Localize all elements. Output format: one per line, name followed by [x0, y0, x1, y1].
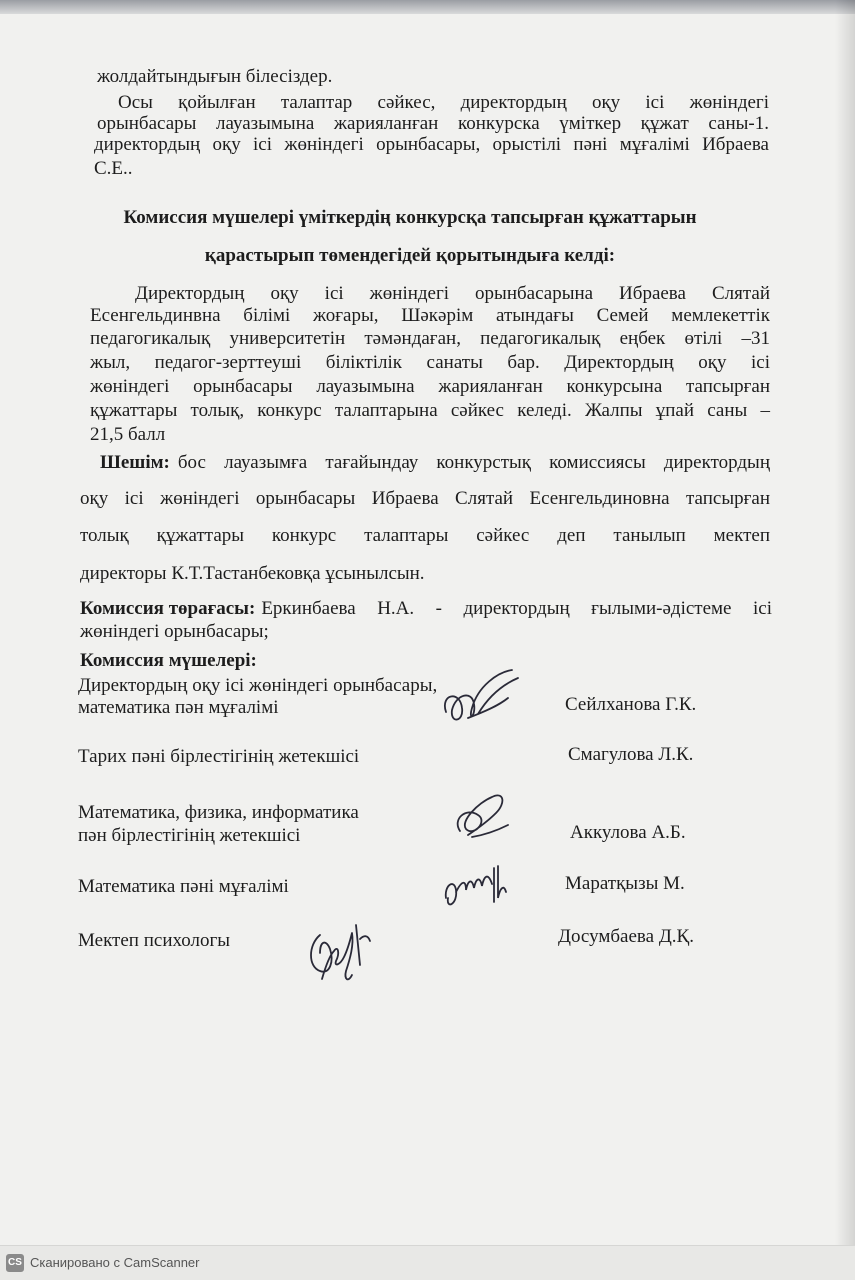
heading-line2: қарастырып төмендегідей қорытындыға келді: — [204, 245, 616, 266]
paragraph1-line5: С.Е.. — [94, 158, 133, 179]
decision-line3: толық құжаттары конкурс талаптары сәйкес деп танылып мектеп — [80, 525, 770, 546]
member2-role-line1: Тарих пәні бірлестігінің жетекшісі — [78, 746, 360, 767]
member5-signature — [300, 905, 380, 995]
members-label: Комиссия мүшелері: — [80, 650, 257, 671]
camscanner-footer-text: Сканировано с CamScanner — [30, 1255, 200, 1270]
member3-name: Аккулова А.Б. — [570, 822, 686, 843]
scan-right-shadow — [835, 0, 855, 1280]
member3-role-line1: Математика, физика, информатика — [78, 802, 359, 823]
paragraph2-line2: Есенгельдинвна білімі жоғары, Шәкәрім атындағы Семей мемлекеттік — [90, 305, 770, 326]
paragraph1-line1: жолдайтындығын білесіздер. — [97, 66, 333, 87]
member1-role-line1: Директордың оқу ісі жөніндегі орынбасары, — [78, 675, 438, 696]
member2-name: Смагулова Л.К. — [568, 744, 694, 765]
paragraph2-line3: педагогикалық университетін тәмәндаған, педагогикалық еңбек өтілі –31 — [90, 328, 770, 349]
heading-line1: Комиссия мүшелері үміткердің конкурсқа тапсырған құжаттарын — [123, 207, 697, 228]
chair-label: Комиссия төрағасы: — [80, 598, 256, 619]
paragraph1-line3: орынбасары лауазымына жарияланған конкурска үміткер құжат саны-1. — [97, 113, 769, 134]
member4-name: Маратқызы М. — [565, 873, 685, 894]
decision-line1: бос лауазымға тағайындау конкурстық комиссиясы директордың — [177, 452, 770, 473]
decision-label: Шешім: — [100, 452, 170, 473]
paragraph2-line1: Директордың оқу ісі жөніндегі орынбасарына Ибраева Слятай — [135, 283, 770, 304]
member1-name: Сейлханова Г.К. — [565, 694, 697, 715]
decision-line2: оқу ісі жөніндегі орынбасары Ибраева Слятай Есенгельдиновна тапсырған — [80, 488, 770, 509]
decision-line1-row — [100, 452, 770, 474]
chair-line1: Еркинбаева Н.А. - директордың ғылыми-әдістеме ісі — [261, 598, 772, 619]
scanner-footer — [0, 1245, 855, 1280]
paragraph1-line4: директордың оқу ісі жөніндегі орынбасары, орыстілі пәні мұғалімі Ибраева — [94, 134, 769, 155]
member5-role-line1: Мектеп психологы — [78, 930, 231, 951]
paragraph2-line5: жөніндегі орынбасары лауазымына жарияланған конкурсына тапсырған — [90, 376, 770, 397]
member1-role-line2: математика пән мұғалімі — [78, 697, 279, 718]
paragraph2-line7: 21,5 балл — [90, 424, 166, 445]
member3-signature — [448, 785, 518, 845]
chair-row — [80, 598, 772, 620]
member4-role-line1: Математика пәні мұғалімі — [78, 876, 289, 897]
member4-signature — [440, 858, 510, 914]
decision-line4: директоры К.Т.Тастанбековқа ұсынылсын. — [80, 563, 425, 584]
paragraph1-line2: Осы қойылған талаптар сәйкес, директордың оқу ісі жөніндегі — [118, 92, 769, 113]
chair-line2: жөніндегі орынбасары; — [80, 621, 269, 642]
paragraph2-line6: құжаттары толық, конкурс талаптарына сәйкес келеді. Жалпы ұпай саны – — [90, 400, 770, 421]
member5-name: Досумбаева Д.Қ. — [558, 926, 694, 947]
member3-role-line2: пән бірлестігінің жетекшісі — [78, 825, 301, 846]
camscanner-logo-icon: CS — [6, 1254, 24, 1272]
member1-signature — [438, 664, 528, 734]
paragraph2-line4: жыл, педагог-зерттеуші біліктілік санаты бар. Директордың оқу ісі — [90, 352, 770, 373]
scan-top-edge — [0, 0, 855, 14]
